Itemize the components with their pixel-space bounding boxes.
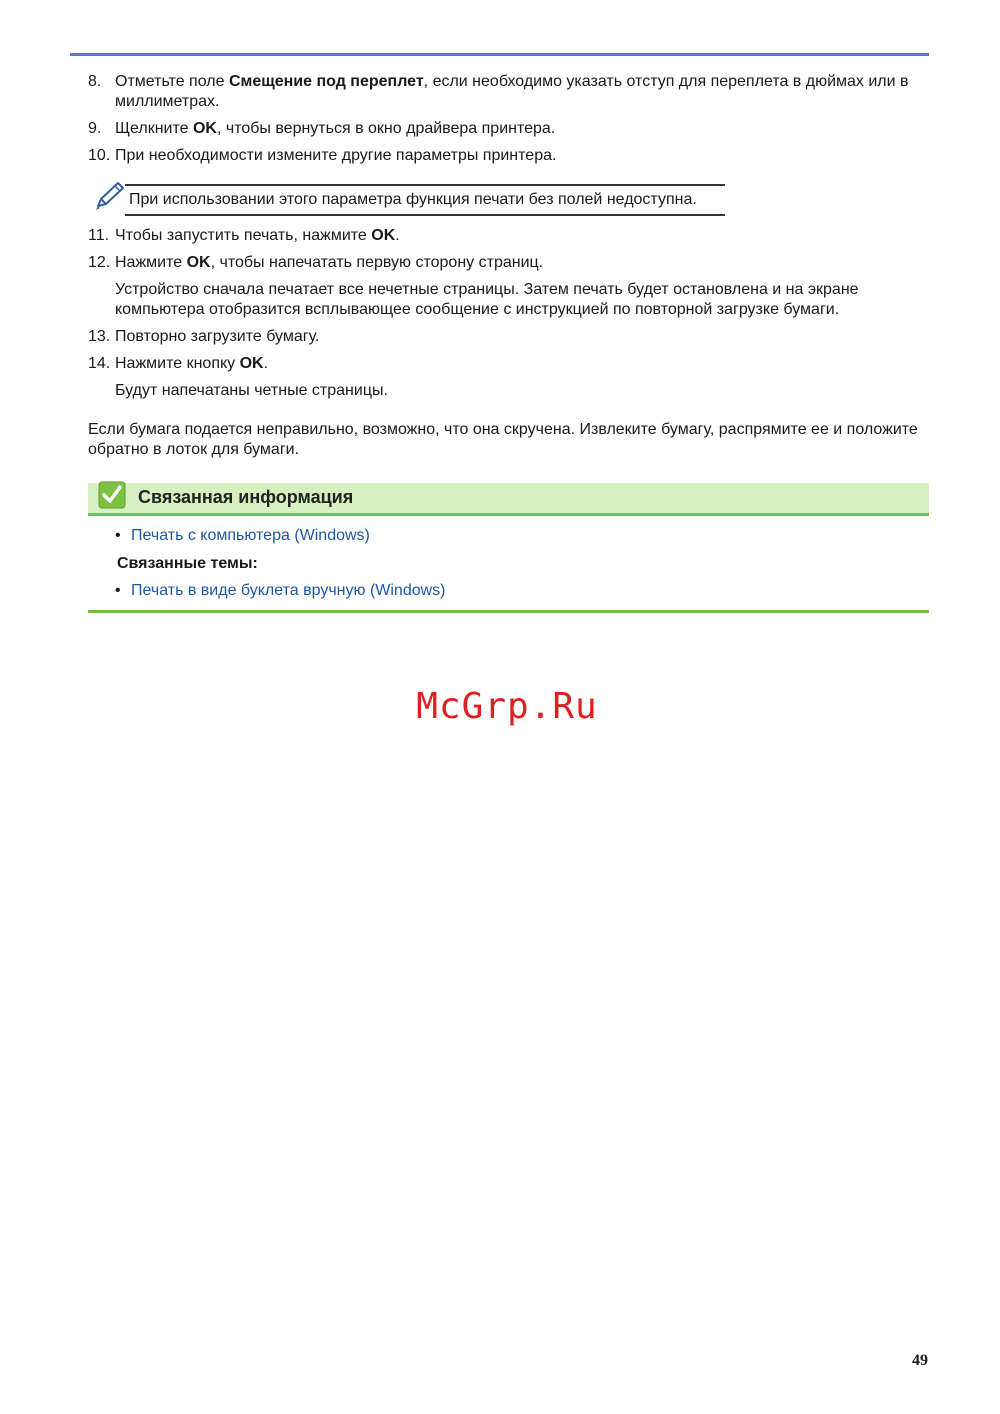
step-emphasis: OK — [371, 227, 396, 244]
step-14 — [88, 354, 918, 374]
step-number: 11. — [88, 227, 110, 244]
paper-curl-paragraph: Если бумага подается неправильно, возможно, что она скручена. Извлеките бумагу, распрямите ее и положите обратно в лоток для бумаги. — [88, 421, 918, 458]
note-box — [92, 180, 725, 218]
step-9 — [88, 119, 918, 139]
step-text: Щелкните — [115, 120, 193, 137]
note-rule-bottom — [125, 214, 725, 216]
step-text: Чтобы запустить печать, нажмите — [115, 227, 372, 244]
bullet: • — [115, 582, 121, 599]
step-emphasis: OK — [186, 254, 211, 271]
related-topic-item — [115, 581, 446, 601]
bullet: • — [115, 527, 121, 544]
step-text: Отметьте поле — [115, 73, 229, 90]
note-rule-top — [125, 184, 725, 186]
step-text: , чтобы вернуться в окно драйвера принтера. — [216, 120, 556, 137]
related-link-item — [115, 526, 370, 546]
step-number: 9. — [88, 120, 102, 137]
pencil-icon — [92, 180, 126, 212]
step-emphasis: OK — [239, 355, 264, 372]
step-text: При необходимости измените другие параметры принтера. — [115, 147, 557, 164]
step-12-detail: Устройство сначала печатает все нечетные страницы. Затем печать будет остановлена и на экране компьютера отобразится всплывающее сообщение с инструкцией по повторной загрузке бумаги. — [115, 281, 859, 318]
step-text: , если необходимо указать отступ для переплета в дюймах или в миллиметрах. — [115, 73, 909, 110]
page-number: 49 — [912, 1352, 928, 1369]
step-13 — [88, 327, 918, 347]
related-info-title: Связанная информация — [138, 487, 354, 507]
related-info-header — [88, 483, 929, 516]
step-10 — [88, 146, 918, 166]
step-8 — [88, 72, 918, 112]
step-emphasis: Смещение под переплет — [228, 73, 424, 90]
step-text: . — [263, 355, 269, 372]
step-emphasis: OK — [192, 120, 217, 137]
step-number: 12. — [88, 254, 111, 271]
step-number: 10. — [88, 147, 111, 164]
step-number: 8. — [88, 73, 102, 90]
step-text: Нажмите — [115, 254, 187, 271]
link-manual-booklet-print[interactable]: Печать в виде буклета вручную (Windows) — [131, 582, 446, 599]
step-number: 14. — [88, 355, 111, 372]
note-text: При использовании этого параметра функция печати без полей недоступна. — [129, 191, 697, 208]
check-icon — [98, 481, 126, 509]
watermark: McGrp.Ru — [416, 686, 598, 727]
step-11 — [88, 226, 918, 246]
bottom-rule — [88, 610, 929, 613]
step-text: , чтобы напечатать первую сторону страниц. — [210, 254, 544, 271]
step-text: Повторно загрузите бумагу. — [115, 328, 320, 345]
step-12 — [88, 253, 918, 273]
step-text: . — [395, 227, 400, 244]
step-number: 13. — [88, 328, 111, 345]
link-print-from-computer[interactable]: Печать с компьютера (Windows) — [131, 527, 370, 544]
top-rule — [70, 53, 929, 56]
step-text: Нажмите кнопку — [115, 355, 240, 372]
related-topics-label: Связанные темы: — [117, 555, 258, 572]
step-14-detail: Будут напечатаны четные страницы. — [115, 382, 388, 399]
